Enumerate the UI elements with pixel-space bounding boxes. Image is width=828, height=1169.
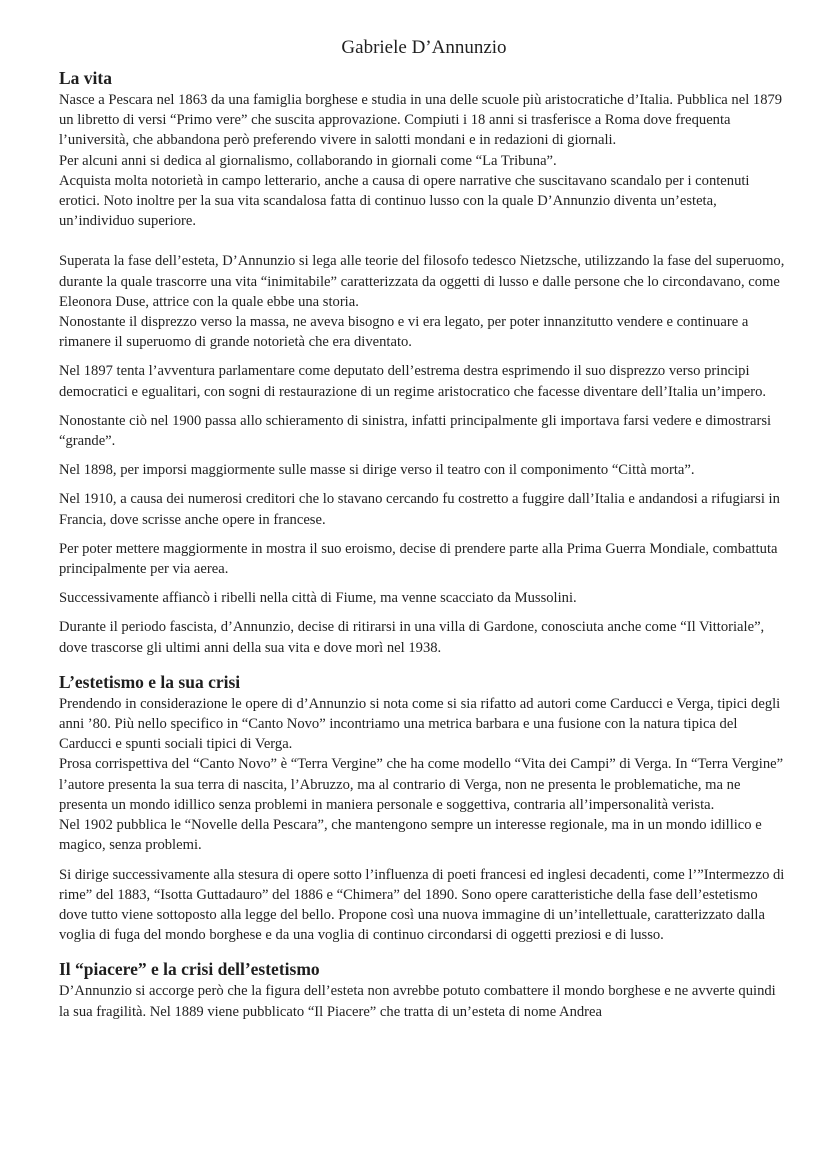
paragraph: Durante il periodo fascista, d’Annunzio, decise di ritirarsi in una villa di Gardone, conosciuta anche come “Il Vittoriale”, dove trascorse gli ultimi anni della sua vita e dove morì nel 1938. <box>59 619 765 656</box>
paragraph: Nel 1897 tenta l’avventura parlamentare come deputato dell’estrema destra esprimendo il suo disprezzo verso principi democratici e egualitari, con sogni di restaurazione di un regime aristocratico che facesse diventare dell’Italia un’impero. <box>59 363 767 400</box>
paragraph: Successivamente affiancò i ribelli nella città di Fiume, ma venne scacciato da Mussolini. <box>59 590 577 607</box>
paragraph: Prosa corrispettiva del “Canto Novo” è “Terra Vergine” che ha come modello “Vita dei Campi” di Verga. In “Terra Vergine” l’autore presenta la sua terra di nascita, l’Abruzzo, ma al contrario di Verga, non ne presenta le problematiche, ma ne presenta un mondo idillico senza problemi in maniera personale e soggettiva, contraria all’impersonalità verista. <box>59 756 784 813</box>
paragraph: Nonostante ciò nel 1900 passa allo schieramento di sinistra, infatti principalmente gli importava farsi vedere e dimostrarsi “grande”. <box>59 412 772 450</box>
paragraph: Nonostante il disprezzo verso la massa, ne aveva bisogno e vi era legato, per poter innanzitutto vendere e continuare a rimanere il superuomo di grande notorietà che era diventato. <box>59 314 749 351</box>
section-heading-il-piacere: Il “piacere” e la crisi dell’estetismo <box>59 959 320 980</box>
paragraph: D’Annunzio si accorge però che la figura dell’esteta non avrebbe potuto combattere il mondo borghese e ne avverte quindi la sua fragilità. Nel 1889 viene pubblicato “Il Piacere” che tratta di un’esteta di nome Andrea <box>59 983 776 1020</box>
document-title: Gabriele D’Annunzio <box>341 37 507 58</box>
paragraph: Per poter mettere maggiormente in mostra il suo eroismo, decise di prendere parte alla Prima Guerra Mondiale, combattuta principalmente per via aerea. <box>59 540 778 578</box>
section-heading-estetismo: L’estetismo e la sua crisi <box>59 671 241 692</box>
section-heading-la-vita: La vita <box>59 68 112 88</box>
paragraph: Per alcuni anni si dedica al giornalismo, collaborando in giornali come “La Tribuna”. <box>59 152 557 169</box>
paragraph: Nasce a Pescara nel 1863 da una famiglia borghese e studia in una delle scuole più aristocratiche d’Italia. Pubblica nel 1879 un libretto di versi “Primo vere” che suscita approvazione. Compiuti i 18 anni si trasferisce a Roma dove frequenta l’università, che abbandona però preferendo vivere in salotti mondani e in redazioni di giornali. <box>59 92 783 149</box>
paragraph: Prendendo in considerazione le opere di d’Annunzio si nota come si sia rifatto ad autori come Carducci e Verga, tipici degli anni ’80. Più nello specifico in “Canto Novo” incontriamo una metrica barbara e una fusione con la natura tipica del Carducci e spunti sociali tipici di Verga. <box>59 695 781 753</box>
document-page <box>59 36 789 1022</box>
paragraph: Acquista molta notorietà in campo letterario, anche a causa di opere narrative che suscitavano scandalo per i contenuti erotici. Noto inoltre per la sua vita scandalosa fatta di continuo lusso con la quale D’Annunzio diventa un’esteta, un’individuo superiore. <box>59 172 750 230</box>
paragraph: Nel 1910, a causa dei numerosi creditori che lo stavano cercando fu costretto a fuggire dall’Italia e andandosi a rifugiarsi in Francia, dove scrisse anche opere in francese. <box>59 491 780 528</box>
paragraph: Nel 1902 pubblica le “Novelle della Pescara”, che mantengono sempre un interesse regionale, ma in un mondo idillico e magico, senza problemi. <box>59 817 762 854</box>
paragraph: Superata la fase dell’esteta, D’Annunzio si lega alle teorie del filosofo tedesco Nietzsche, utilizzando la fase del superuomo, durante la quale trascorre una vita “inimitabile” caratterizzata da oggetti di lusso e dalle persone che lo circondavano, come Eleonora Duse, attrice con la quale ebbe una storia. <box>59 253 785 310</box>
paragraph: Si dirige successivamente alla stesura di opere sotto l’influenza di poeti francesi ed inglesi decadenti, come l’”Intermezzo di rime” del 1883, “Isotta Guttadauro” del 1886 e “Chimera” del 1890. Sono opere caratteristiche della fase dell’estetismo dove tutto viene sottoposto alla legge del bello. Propone così una nuova immagine di un’intellettuale, caratterizzato dalla voglia di fuga del mondo borghese e da una voglia di continuo circondarsi di oggetti preziosi e di lusso. <box>59 866 785 944</box>
paragraph: Nel 1898, per imporsi maggiormente sulle masse si dirige verso il teatro con il componimento “Città morta”. <box>59 462 695 479</box>
